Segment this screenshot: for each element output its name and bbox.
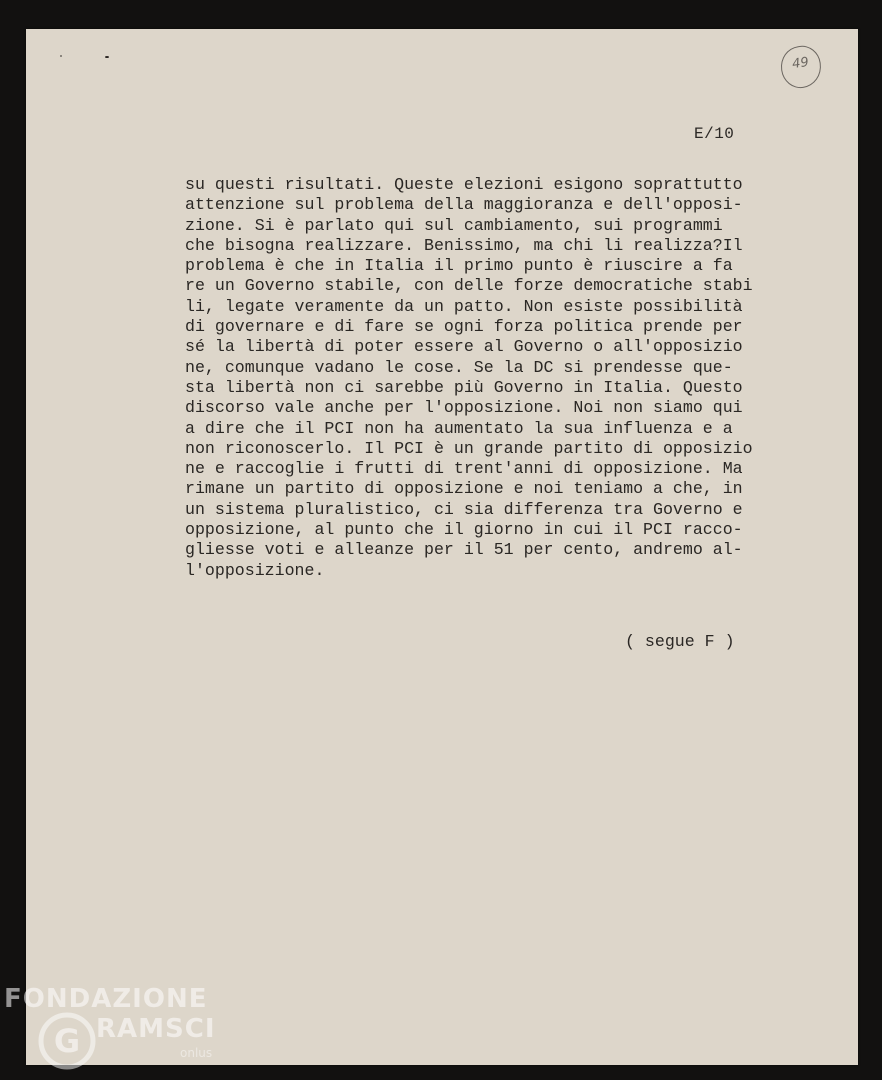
watermark-line-1: FONDAZIONE [4,984,208,1014]
text-line: zione. Si è parlato qui sul cambiamento, sui programmi [185,215,723,235]
gramsci-logo-icon [36,1010,98,1072]
text-line: gliesse voti e alleanze per il 51 per cento, andremo al- [185,540,743,560]
archive-page-number: 49 [791,54,810,73]
text-line: ne, comunque vadano le cose. Se la DC si prendesse que- [185,357,733,377]
text-line: discorso vale anche per l'opposizione. Noi non siamo qui [185,398,743,418]
text-line: sta libertà non ci sarebbe più Governo in Italia. Questo [185,377,743,397]
text-line: un sistema pluralistico, ci sia differenza tra Governo e [185,499,743,519]
text-line: non riconoscerlo. Il PCI è un grande partito di opposizio [185,438,753,458]
text-line: su questi risultati. Queste elezioni esigono soprattutto [185,175,743,194]
text-line: che bisogna realizzare. Benissimo, ma chi li realizza?Il [185,235,743,255]
text-line: li, legate veramente da un patto. Non esiste possibilità [185,296,743,316]
text-line: attenzione sul problema della maggioranza e dell'opposi- [185,195,743,215]
text-line: l'opposizione. [185,560,325,580]
continuation-note: ( segue F ) [625,632,735,651]
text-line: ne e raccoglie i frutti di trent'anni di opposizione. Ma [185,459,743,479]
watermark-line-3: onlus [180,1046,213,1060]
text-line: opposizione, al punto che il giorno in cui il PCI racco- [185,520,743,540]
watermark-logo-letter: G [53,1022,81,1060]
fondazione-gramsci-watermark [4,984,224,1076]
text-line: sé la libertà di poter essere al Governo o all'opposizio [185,337,743,357]
typed-body-text [185,175,753,581]
text-line: rimane un partito di opposizione e noi teniamo a che, in [185,479,743,499]
text-line: a dire che il PCI non ha aumentato la sua influenza e a [185,418,733,438]
paper-speck [105,56,109,58]
text-line: di governare e di fare se ogni forza politica prende per [185,317,743,337]
text-line: problema è che in Italia il primo punto è riuscire a fa [185,256,733,276]
paper-speck [60,55,62,57]
watermark-line-2: RAMSCI [96,1014,216,1044]
page-reference: E/10 [694,125,735,143]
text-line: re un Governo stabile, con delle forze democratiche stabi [185,276,753,296]
